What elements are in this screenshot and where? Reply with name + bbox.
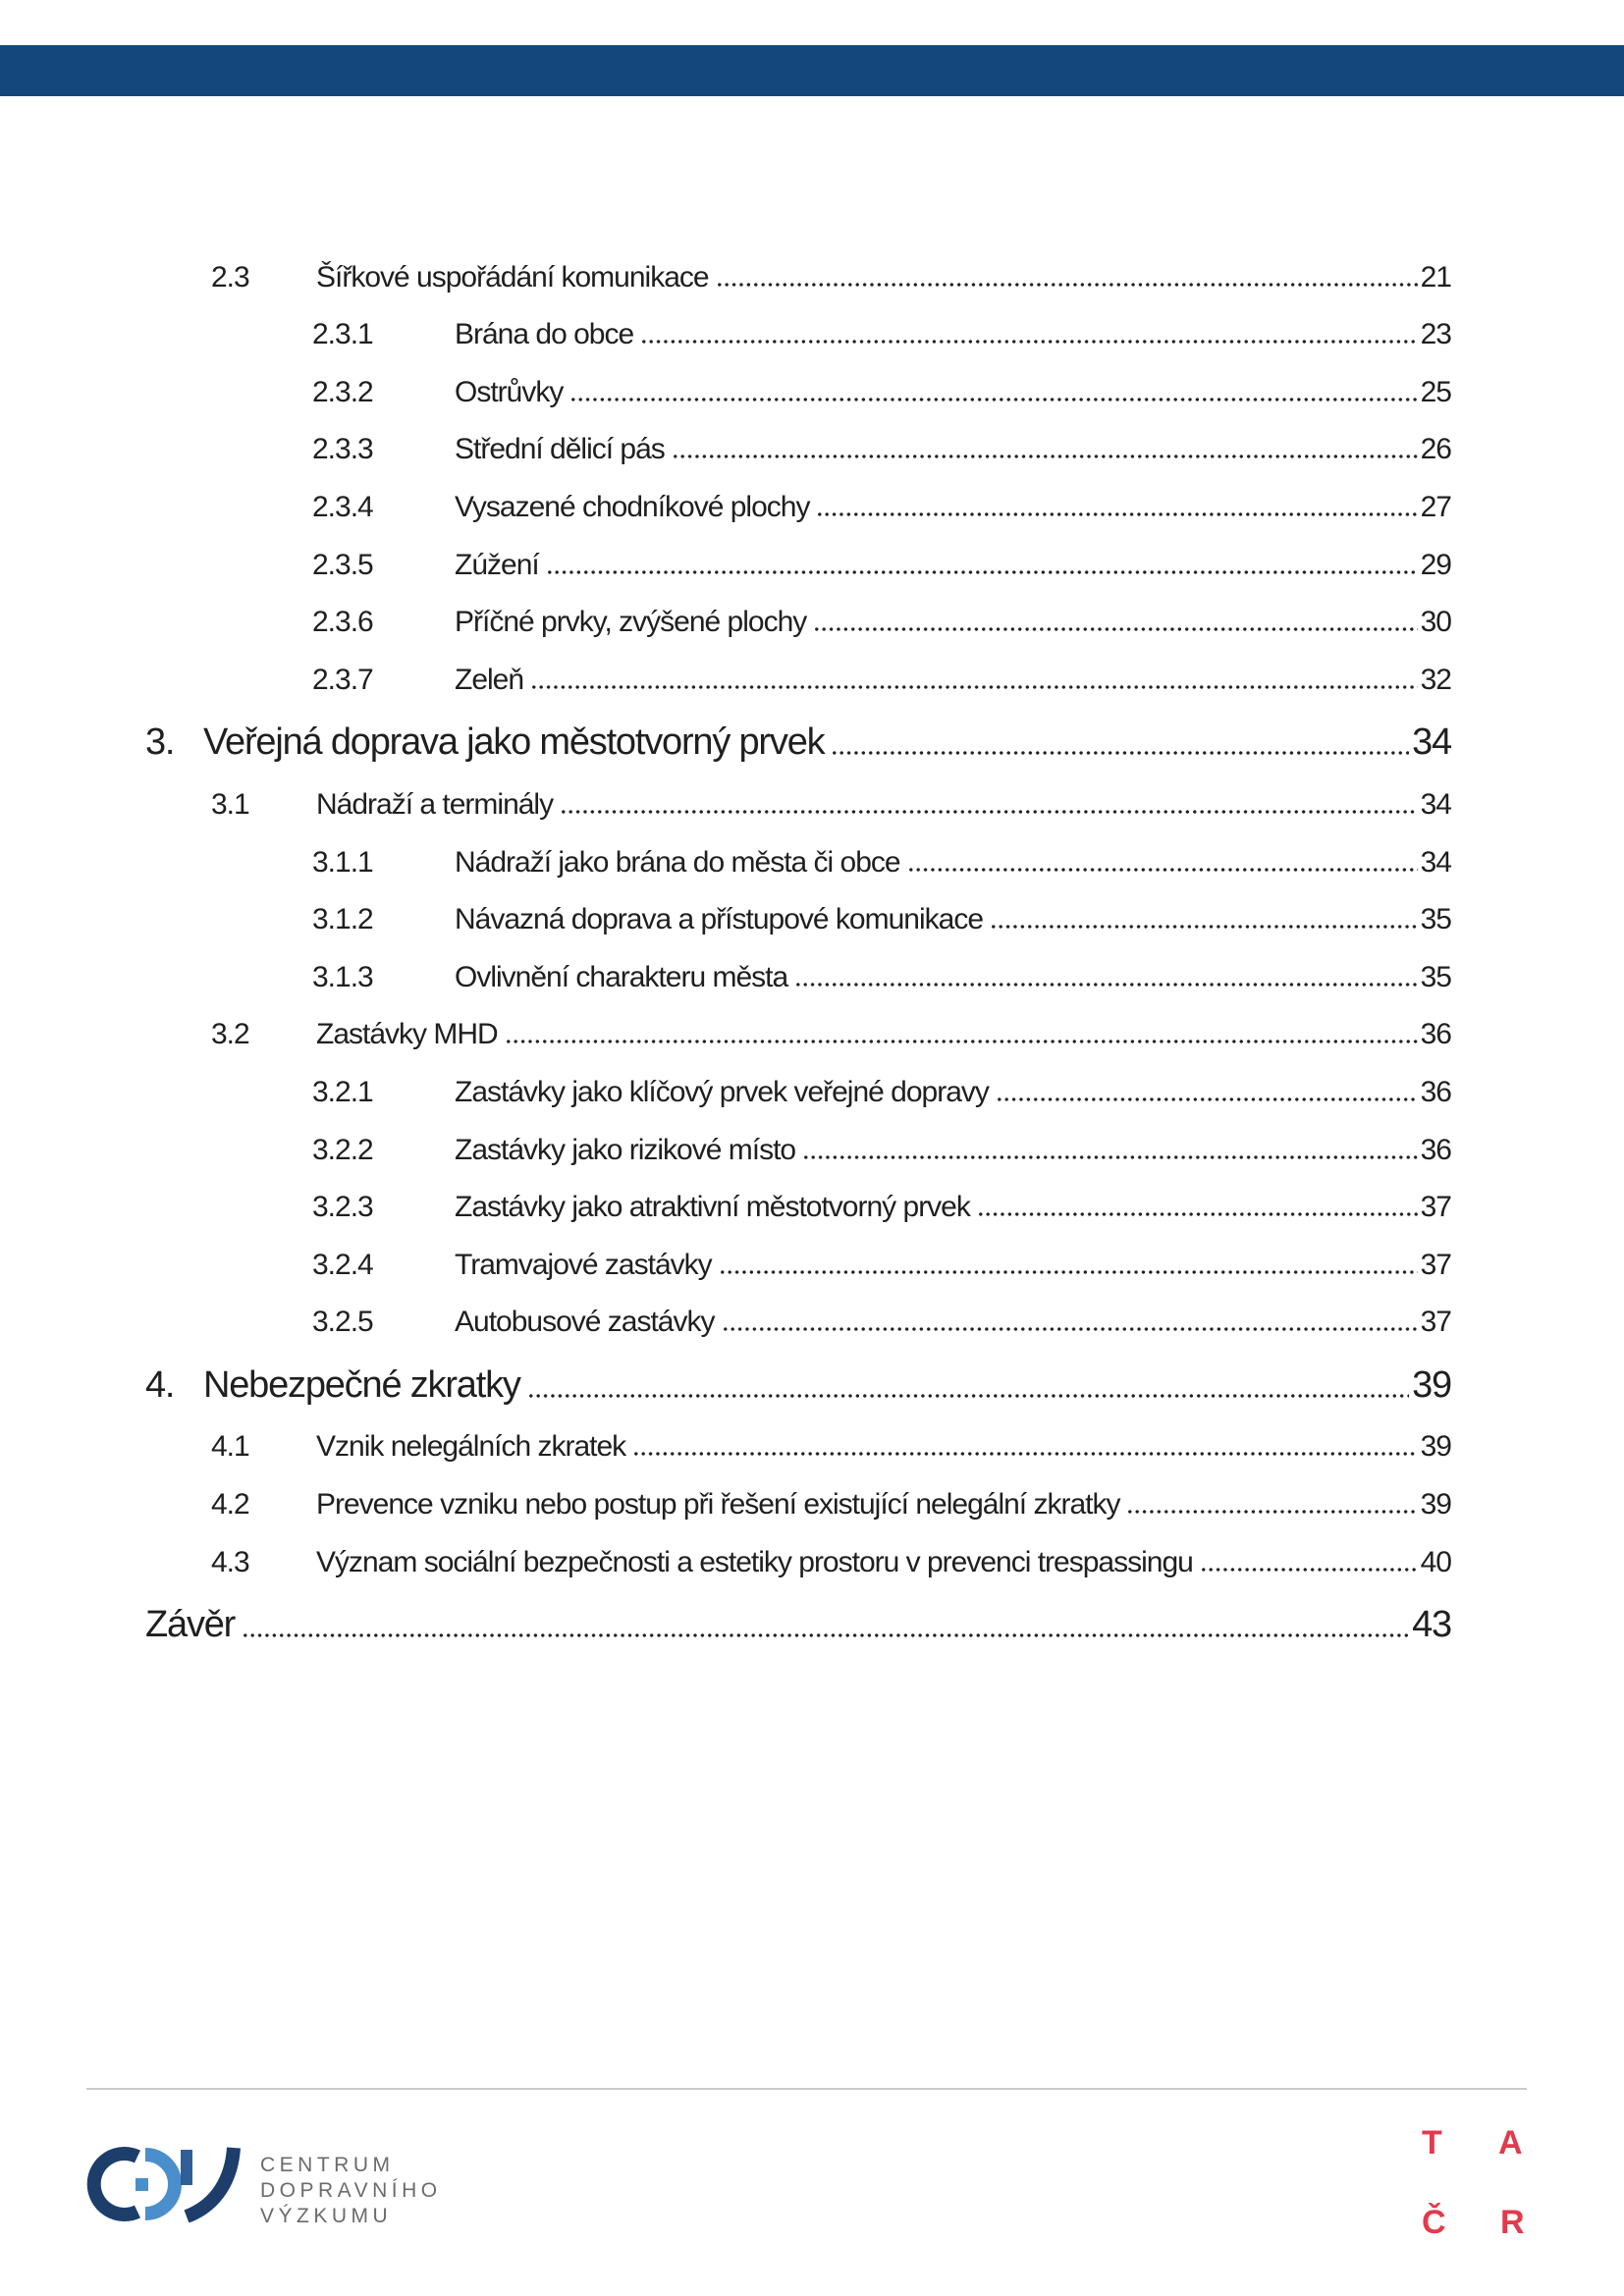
toc-entry-number: 3.1.3: [312, 960, 373, 993]
dot-leader: [909, 868, 1418, 872]
toc-entry-title: Vznik nelegálních zkratek: [316, 1430, 626, 1464]
dot-leader: [979, 1212, 1418, 1216]
toc-entry-page: 21: [1420, 260, 1451, 294]
toc-entry: [145, 764, 1451, 822]
dot-leader: [244, 1633, 1409, 1637]
toc-entry-page: 37: [1420, 1191, 1451, 1224]
dot-leader: [818, 512, 1417, 516]
table-of-contents: [145, 237, 1451, 1646]
toc-entry: [145, 1224, 1451, 1282]
toc-entry-title: Střední dělicí pás: [455, 433, 665, 466]
toc-entry-title: Ostrůvky: [455, 375, 564, 408]
toc-entry-number: 2.3.1: [312, 318, 373, 351]
toc-entry-title: Příčné prvky, zvýšené plochy: [455, 606, 807, 639]
cdv-logo: [86, 2146, 442, 2229]
toc-entry-title: Zastávky jako atraktivní městotvorný prvek: [455, 1191, 970, 1224]
dot-leader: [532, 685, 1418, 689]
toc-entry-page: 29: [1420, 548, 1451, 581]
dot-leader: [815, 627, 1417, 631]
tacr-letter-r: R: [1500, 2204, 1525, 2241]
dot-leader: [634, 1452, 1417, 1456]
toc-entry: [145, 936, 1451, 994]
toc-entry: [145, 1464, 1451, 1522]
toc-entry: [145, 639, 1451, 697]
toc-entry-page: 34: [1420, 845, 1451, 879]
toc-entry-page: 39: [1420, 1488, 1451, 1522]
dot-leader: [1128, 1510, 1417, 1514]
toc-entry: [145, 1282, 1451, 1340]
toc-entry-title: Autobusové zastávky: [455, 1306, 715, 1339]
toc-entry-number: 2.3.2: [312, 375, 373, 408]
toc-entry-title: Zastávky jako rizikové místo: [455, 1133, 796, 1166]
toc-entry-page: 23: [1420, 318, 1451, 351]
toc-entry-page: 37: [1420, 1248, 1451, 1281]
toc-entry-title: Brána do obce: [455, 318, 634, 351]
dot-leader: [998, 1097, 1418, 1101]
toc-entry-number: 2.3.5: [312, 548, 373, 581]
toc-entry-title: Zúžení: [455, 548, 539, 581]
toc-entry-number: 3.2: [211, 1018, 249, 1051]
dot-leader: [548, 570, 1418, 574]
dot-leader: [724, 1327, 1418, 1331]
cdv-logo-icon: [86, 2146, 244, 2222]
toc-entry: [145, 1109, 1451, 1167]
toc-entry-page: 39: [1412, 1363, 1451, 1406]
toc-entry-title: Závěr: [145, 1604, 236, 1646]
dot-leader: [796, 983, 1417, 987]
toc-entry-page: 39: [1420, 1430, 1451, 1464]
tacr-letter-a: A: [1498, 2124, 1523, 2162]
toc-entry-page: 25: [1420, 375, 1451, 408]
toc-entry: [145, 994, 1451, 1052]
toc-entry: [145, 1051, 1451, 1109]
dot-leader: [992, 925, 1418, 929]
dot-leader: [642, 340, 1417, 344]
toc-entry: [145, 466, 1451, 524]
toc-entry-number: 3.: [145, 721, 175, 764]
toc-entry: [145, 351, 1451, 409]
toc-entry-page: 34: [1420, 787, 1451, 821]
toc-entry-page: 26: [1420, 433, 1451, 466]
toc-entry-page: 32: [1420, 663, 1451, 696]
footer-divider: [86, 2088, 1527, 2090]
toc-entry-title: Vysazené chodníkové plochy: [455, 490, 810, 523]
toc-entry-number: 3.1.2: [312, 903, 373, 936]
header-bar: [0, 45, 1624, 96]
toc-entry: [145, 880, 1451, 937]
dot-leader: [507, 1040, 1418, 1043]
toc-entry-page: 36: [1420, 1075, 1451, 1108]
toc-entry-title: Zastávky MHD: [316, 1018, 498, 1051]
toc-entry-number: 2.3.3: [312, 433, 373, 466]
toc-entry-page: 40: [1420, 1545, 1451, 1578]
dot-leader: [674, 454, 1418, 458]
toc-entry: [145, 582, 1451, 640]
dot-leader: [571, 398, 1417, 401]
toc-entry-number: 2.3: [211, 260, 249, 294]
dot-leader: [721, 1270, 1418, 1274]
toc-entry-title: Veřejná doprava jako městotvorný prvek: [203, 721, 825, 764]
dot-leader: [833, 751, 1409, 755]
toc-entry-title: Zeleň: [455, 663, 524, 696]
toc-entry-number: 4.2: [211, 1488, 249, 1522]
dot-leader: [718, 283, 1418, 287]
toc-entry-number: 2.3.4: [312, 490, 373, 523]
toc-entry-number: 2.3.6: [312, 606, 373, 639]
toc-entry-number: 3.2.2: [312, 1133, 373, 1166]
cdv-org-name: [260, 2153, 442, 2229]
toc-entry: [145, 707, 1451, 765]
dot-leader: [804, 1155, 1418, 1159]
dot-leader: [1202, 1568, 1418, 1572]
toc-entry-title: Šířkové uspořádání komunikace: [316, 260, 709, 294]
toc-entry-number: 3.2.3: [312, 1191, 373, 1224]
toc-entry-title: Tramvajové zastávky: [455, 1248, 712, 1281]
toc-entry-title: Nebezpečné zkratky: [203, 1363, 520, 1406]
toc-entry-page: 36: [1420, 1133, 1451, 1166]
toc-entry-page: 37: [1420, 1306, 1451, 1339]
toc-entry: [145, 1349, 1451, 1407]
toc-entry-page: 43: [1412, 1604, 1451, 1646]
dot-leader: [562, 810, 1418, 814]
toc-entry-title: Návazná doprava a přístupové komunikace: [455, 903, 984, 936]
cdv-org-line: VÝZKUMU: [260, 2205, 393, 2227]
tacr-letter-c: Č: [1422, 2204, 1446, 2241]
toc-entry: [145, 1589, 1451, 1647]
toc-entry-title: Ovlivnění charakteru města: [455, 960, 788, 993]
toc-entry: [145, 524, 1451, 582]
toc-entry-title: Zastávky jako klíčový prvek veřejné dopravy: [455, 1075, 989, 1108]
dot-leader: [529, 1394, 1409, 1398]
toc-entry-number: 4.3: [211, 1545, 249, 1578]
toc-entry-number: 3.1: [211, 787, 249, 821]
toc-entry-number: 4.1: [211, 1430, 249, 1464]
toc-entry: [145, 294, 1451, 352]
toc-entry-number: 4.: [145, 1363, 175, 1406]
toc-entry-number: 2.3.7: [312, 663, 373, 696]
toc-entry-page: 27: [1420, 490, 1451, 523]
toc-entry-page: 35: [1420, 903, 1451, 936]
tacr-letter-t: T: [1422, 2124, 1442, 2162]
toc-entry-number: 3.2.4: [312, 1248, 373, 1281]
cdv-org-line: CENTRUM: [260, 2154, 395, 2176]
toc-entry: [145, 237, 1451, 294]
toc-entry: [145, 822, 1451, 880]
toc-entry-number: 3.2.1: [312, 1075, 373, 1108]
toc-entry: [145, 1167, 1451, 1225]
toc-entry-page: 30: [1420, 606, 1451, 639]
toc-entry-page: 34: [1412, 721, 1451, 764]
toc-entry-title: Prevence vzniku nebo postup při řešení existující nelegální zkratky: [316, 1488, 1120, 1522]
toc-entry-number: 3.1.1: [312, 845, 373, 879]
toc-entry: [145, 1522, 1451, 1579]
toc-entry-page: 36: [1420, 1018, 1451, 1051]
toc-entry-title: Nádraží a terminály: [316, 787, 554, 821]
toc-entry-title: Nádraží jako brána do města či obce: [455, 845, 900, 879]
toc-entry-title: Význam sociální bezpečnosti a estetiky prostoru v prevenci trespassingu: [316, 1545, 1193, 1578]
cdv-org-line: DOPRAVNÍHO: [260, 2179, 442, 2202]
toc-entry: [145, 1407, 1451, 1465]
toc-entry: [145, 409, 1451, 467]
toc-entry-number: 3.2.5: [312, 1306, 373, 1339]
toc-entry-page: 35: [1420, 960, 1451, 993]
